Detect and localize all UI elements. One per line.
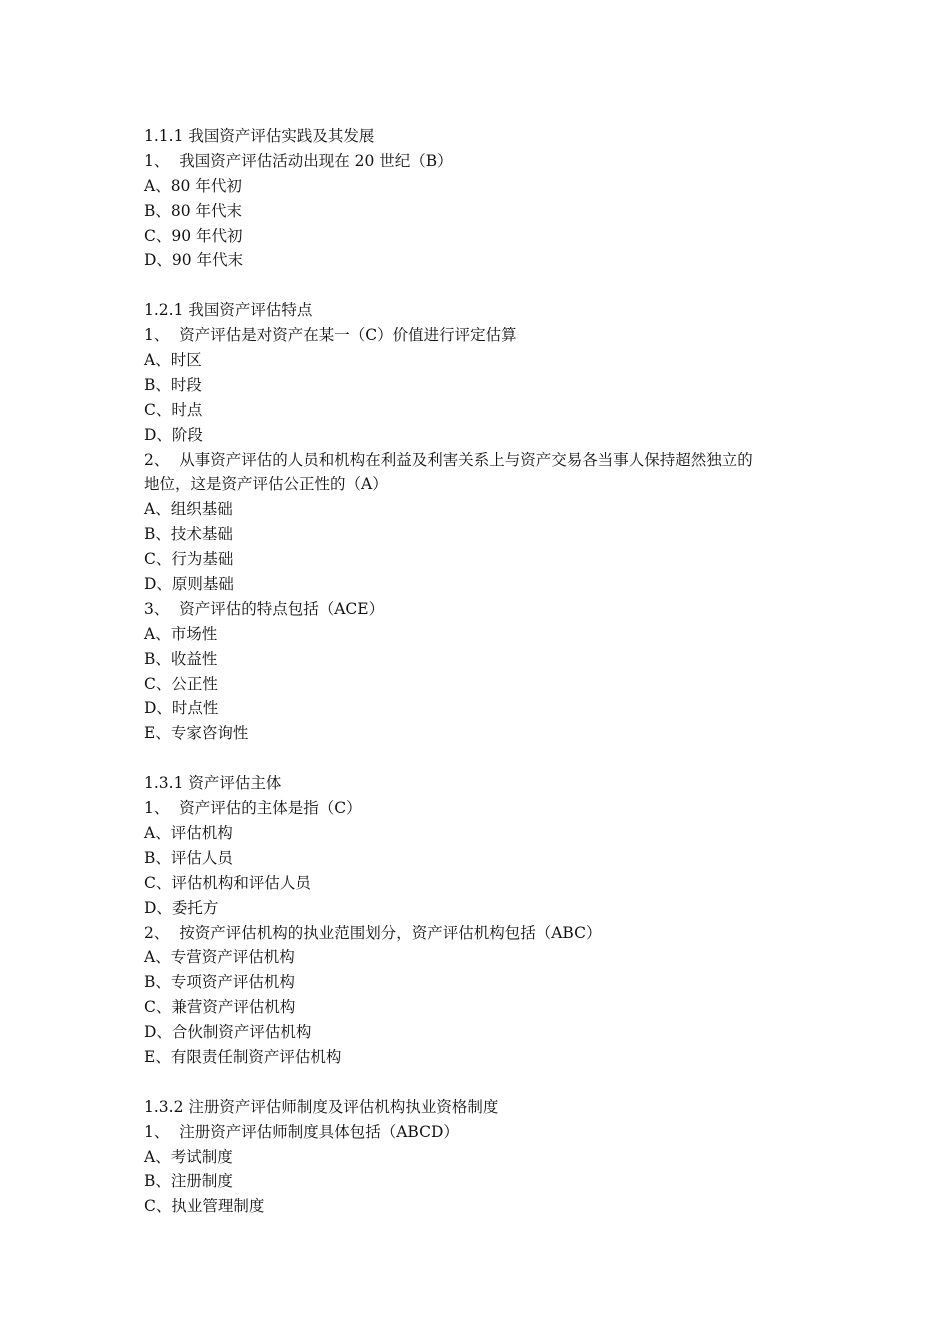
question-text: 地位，这是资产评估公正性的（A） (144, 475, 388, 494)
answer-option: B、技术基础 (144, 525, 233, 544)
section-heading: 1.3.2 注册资产评估师制度及评估机构执业资格制度 (144, 1097, 499, 1116)
section-spacer (144, 1070, 824, 1095)
answer-option: C、执业管理制度 (144, 1197, 265, 1216)
answer-option: C、兼营资产评估机构 (144, 998, 296, 1017)
answer-option: C、公正性 (144, 674, 218, 693)
question-text: 2、 按资产评估机构的执业范围划分，资产评估机构包括（ABC） (144, 923, 602, 942)
document-body (144, 124, 824, 1219)
answer-option: B、专项资产评估机构 (144, 973, 295, 992)
section-spacer (144, 273, 824, 298)
answer-option: B、注册制度 (144, 1172, 233, 1191)
answer-option: C、评估机构和评估人员 (144, 873, 311, 892)
answer-option: B、时段 (144, 375, 202, 394)
answer-option: E、专家咨询性 (144, 724, 249, 743)
answer-option: B、80 年代末 (144, 201, 243, 220)
answer-option: A、80 年代初 (144, 176, 242, 195)
answer-option: C、90 年代初 (144, 226, 243, 245)
answer-option: D、原则基础 (144, 575, 234, 594)
question-text: 1、 资产评估的主体是指（C） (144, 799, 362, 818)
answer-option: E、有限责任制资产评估机构 (144, 1047, 342, 1066)
answer-option: C、行为基础 (144, 550, 234, 569)
question-text: 1、 我国资产评估活动出现在 20 世纪（B） (144, 151, 453, 170)
answer-option: A、专营资产评估机构 (144, 948, 295, 967)
answer-option: D、委托方 (144, 898, 219, 917)
question-text: 3、 资产评估的特点包括（ACE） (144, 599, 385, 618)
answer-option: B、评估人员 (144, 848, 233, 867)
section-heading: 1.1.1 我国资产评估实践及其发展 (144, 127, 375, 145)
answer-option: A、市场性 (144, 624, 218, 643)
answer-option: D、90 年代末 (144, 251, 244, 270)
section-heading: 1.2.1 我国资产评估特点 (144, 301, 313, 320)
answer-option: C、时点 (144, 400, 203, 419)
question-text: 1、 注册资产评估师制度具体包括（ABCD） (144, 1122, 459, 1141)
answer-option: D、阶段 (144, 425, 203, 444)
answer-option: A、考试制度 (144, 1147, 233, 1166)
answer-option: A、评估机构 (144, 823, 233, 842)
answer-option: D、合伙制资产评估机构 (144, 1023, 312, 1042)
answer-option: B、收益性 (144, 649, 218, 668)
section-spacer (144, 746, 824, 771)
section-heading: 1.3.1 资产评估主体 (144, 774, 282, 793)
answer-option: A、时区 (144, 351, 202, 370)
answer-option: A、组织基础 (144, 500, 233, 519)
question-text: 2、 从事资产评估的人员和机构在利益及利害关系上与资产交易各当事人保持超然独立的 (144, 450, 753, 469)
answer-option: D、时点性 (144, 699, 219, 718)
question-text: 1、 资产评估是对资产在某一（C）价值进行评定估算 (144, 326, 517, 345)
